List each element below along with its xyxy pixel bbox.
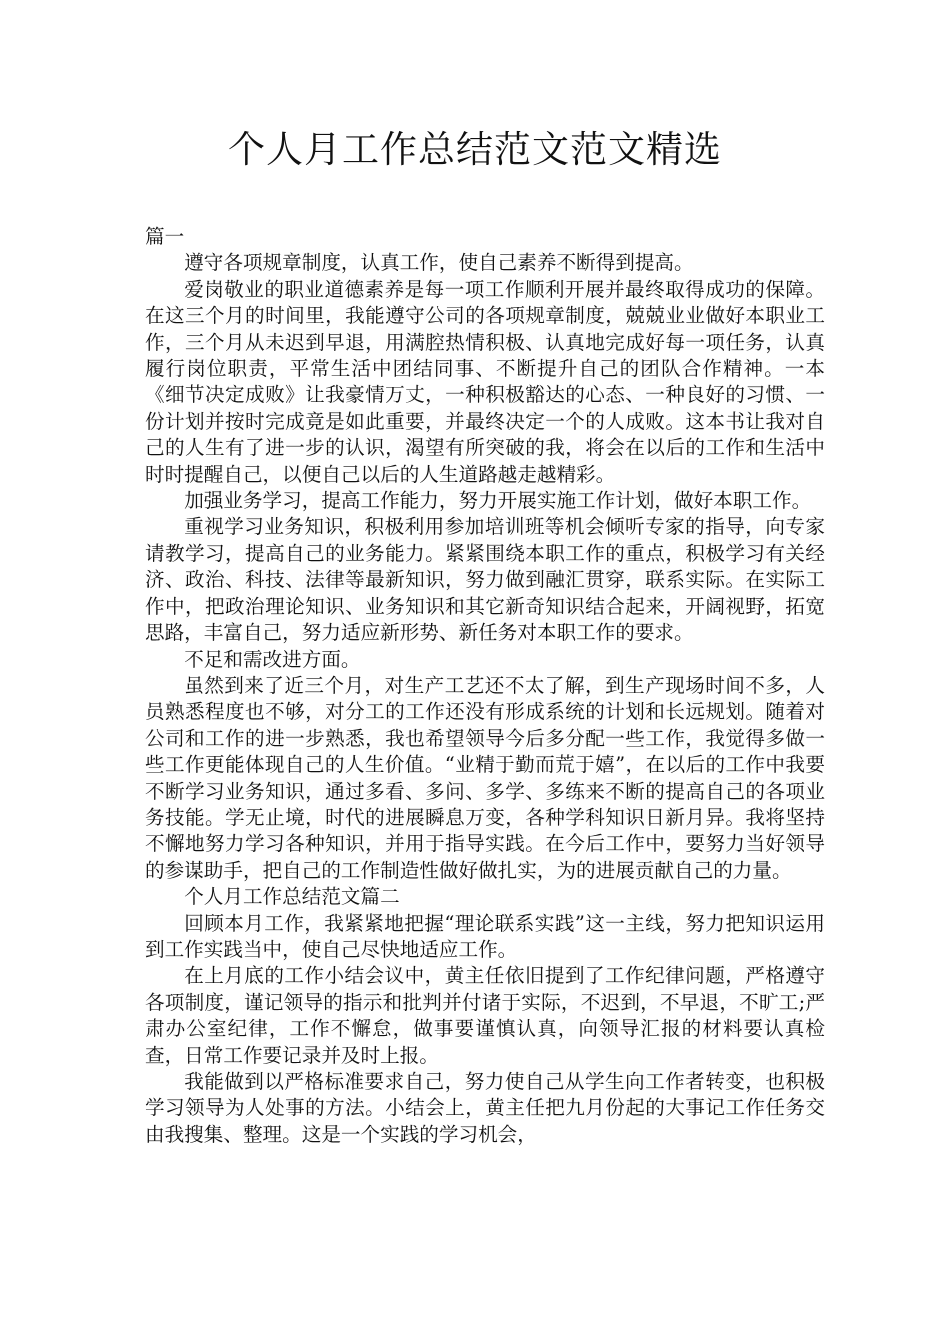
paragraph-5: 不足和需改进方面。 [184,647,361,671]
paragraph-3: 加强业务学习，提高工作能力，努力开展实施工作计划，做好本职工作。 [184,489,812,513]
paragraph-8: 回顾本月工作，我紧紧地把握“理论联系实践”这一主线，努力把知识运用到工作实践当中，使自己尽快地适应工作。 [145,911,825,961]
paragraph-6: 虽然到来了近三个月，对生产工艺还不太了解，到生产现场时间不多，人员熟悉程度也不够，对分工的工作还没有形成系统的计划和长远规划。随着对公司和工作的进一步熟悉，我也希望领导今后多分配一些工作，我觉得多做一些工作更能体现自己的人生价值。“业精于勤而荒于嬉”，在以后的工作中我要不断学习业务知识，通过多看、多问、多学、多练来不断的提高自己的各项业务技能。学无止境，时代的进展瞬息万变，各种学科知识日新月异。我将坚持不懈地努力学习各种知识，并用于指导实践。在今后工作中，要努力当好领导的参谋助手，把自己的工作制造性做好做扎实，为的进展贡献自己的力量。 [145,673,825,882]
paragraph-2: 爱岗敬业的职业道德素养是每一项工作顺利开展并最终取得成功的保障。在这三个月的时间里，我能遵守公司的各项规章制度，兢兢业业做好本职业工作，三个月从未迟到早退，用满腔热情积极、认真地完成好每一项任务，认真履行岗位职责，平常生活中团结同事、不断提升自己的团队合作精神。一本《细节决定成败》让我豪情万丈，一种积极豁达的心态、一种良好的习惯、一份计划并按时完成竟是如此重要，并最终决定一个的人成败。这本书让我对自己的人生有了进一步的认识，渴望有所突破的我，将会在以后的工作和生活中时时提醒自己，以便自己以后的人生道路越走越精彩。 [145,277,825,486]
document-title: 个人月工作总结范文范文精选 [228,128,722,171]
paragraph-10: 我能做到以严格标准要求自己，努力使自己从学生向工作者转变，也积极学习领导为人处事的方法。小结会上，黄主任把九月份起的大事记工作任务交由我搜集、整理。这是一个实践的学习机会， [145,1070,825,1146]
document-body [145,224,825,1148]
paragraph-7-heading: 个人月工作总结范文篇二 [184,885,400,909]
paragraph-1: 遵守各项规章制度，认真工作，使自己素养不断得到提高。 [184,251,694,275]
paragraph-9: 在上月底的工作小结会议中，黄主任依旧提到了工作纪律问题，严格遵守各项制度，谨记领导的指示和批判并付诸于实际，不迟到，不早退，不旷工;严肃办公室纪律，工作不懈怠，做事要谨慎认真，向领导汇报的材料要认真检查，日常工作要记录并及时上报。 [145,964,825,1067]
section-label: 篇一 [145,225,185,248]
paragraph-4: 重视学习业务知识，积极利用参加培训班等机会倾听专家的指导，向专家请教学习，提高自己的业务能力。紧紧围绕本职工作的重点，积极学习有关经济、政治、科技、法律等最新知识，努力做到融汇贯穿，联系实际。在实际工作中，把政治理论知识、业务知识和其它新奇知识结合起来，开阔视野，拓宽思路，丰富自己，努力适应新形势、新任务对本职工作的要求。 [145,515,825,645]
